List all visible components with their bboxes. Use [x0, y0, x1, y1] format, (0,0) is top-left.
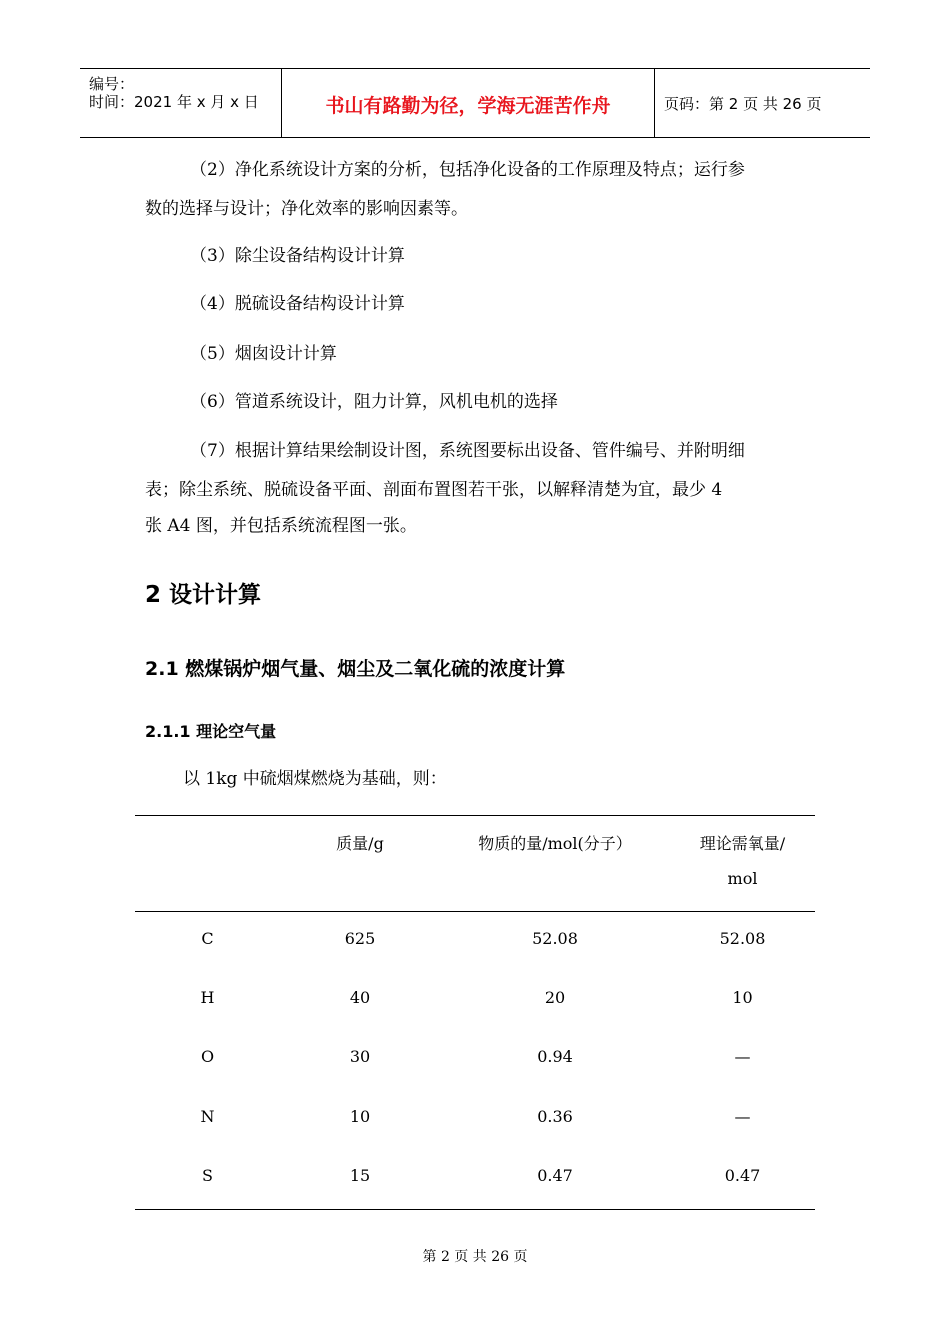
section-title: 2 设计计算 [145, 582, 262, 608]
page-header [80, 68, 870, 138]
table-header-rule [135, 911, 815, 912]
item-7-line-1: （7）根据计算结果绘制设计图，系统图要标出设备、管件编号、并附明细 [190, 441, 745, 461]
table-cell: 30 [349, 1047, 371, 1066]
header-page-cell [655, 69, 870, 137]
table-cell: 625 [344, 929, 376, 948]
item-2-line-1: （2）净化系统设计方案的分析，包括净化设备的工作原理及特点；运行参 [190, 160, 745, 180]
header-page-info: 页码：第 2 页 共 26 页 [664, 95, 822, 113]
number-label: 编号： [89, 75, 135, 93]
table-header-cell: 理论需氧量/ [699, 834, 786, 853]
page-footer: 第 2 页 共 26 页 [422, 1249, 528, 1265]
table-cell: 10 [732, 988, 753, 1007]
table-cell: 20 [544, 988, 566, 1007]
table-cell: 0.47 [724, 1166, 761, 1185]
item-4: （4）脱硫设备结构设计计算 [190, 294, 405, 314]
composition-table [135, 815, 815, 1210]
table-header-cell: 质量/g [336, 834, 384, 853]
table-cell: 0.94 [537, 1047, 573, 1066]
subsubsection-title: 2.1.1 理论空气量 [145, 722, 277, 741]
table-cell: — [734, 1047, 751, 1066]
table-cell: S [202, 1166, 213, 1185]
header-meta-cell [80, 69, 282, 137]
time-label: 时间：2021 年 x 月 x 日 [89, 93, 259, 111]
table-header-cell: mol [727, 869, 758, 888]
table-header-cell: 物质的量/mol(分子） [478, 834, 632, 853]
table-cell: N [200, 1107, 215, 1126]
item-7-line-2: 表；除尘系统、脱硫设备平面、剖面布置图若干张，以解释清楚为宜，最少 4 [145, 480, 723, 500]
table-cell: — [734, 1107, 751, 1126]
table-cell: 40 [349, 988, 371, 1007]
subsection-title: 2.1 燃煤锅炉烟气量、烟尘及二氧化硫的浓度计算 [145, 658, 566, 680]
table-top-rule [135, 815, 815, 816]
table-cell: 52.08 [719, 929, 766, 948]
table-cell: H [200, 988, 215, 1007]
header-motto-cell [282, 69, 655, 137]
table-cell: 15 [349, 1166, 371, 1185]
item-3: （3）除尘设备结构设计计算 [190, 246, 405, 266]
table-cell: C [201, 929, 214, 948]
item-7-line-3: 张 A4 图，并包括系统流程图一张。 [145, 516, 417, 536]
table-bottom-rule [135, 1209, 815, 1210]
item-2-line-2: 数的选择与设计；净化效率的影响因素等。 [145, 199, 468, 219]
item-5: （5）烟囱设计计算 [190, 344, 337, 364]
table-cell: 52.08 [532, 929, 578, 948]
table-cell: 0.47 [537, 1166, 573, 1185]
table-cell: O [200, 1047, 215, 1066]
table-cell: 0.36 [537, 1107, 573, 1126]
motto: 书山有路勤为径，学海无涯苦作舟 [325, 95, 611, 117]
table-cell: 10 [349, 1107, 371, 1126]
intro-text: 以 1kg 中硫烟煤燃烧为基础，则： [183, 769, 447, 789]
item-6: （6）管道系统设计，阻力计算，风机电机的选择 [190, 392, 558, 412]
